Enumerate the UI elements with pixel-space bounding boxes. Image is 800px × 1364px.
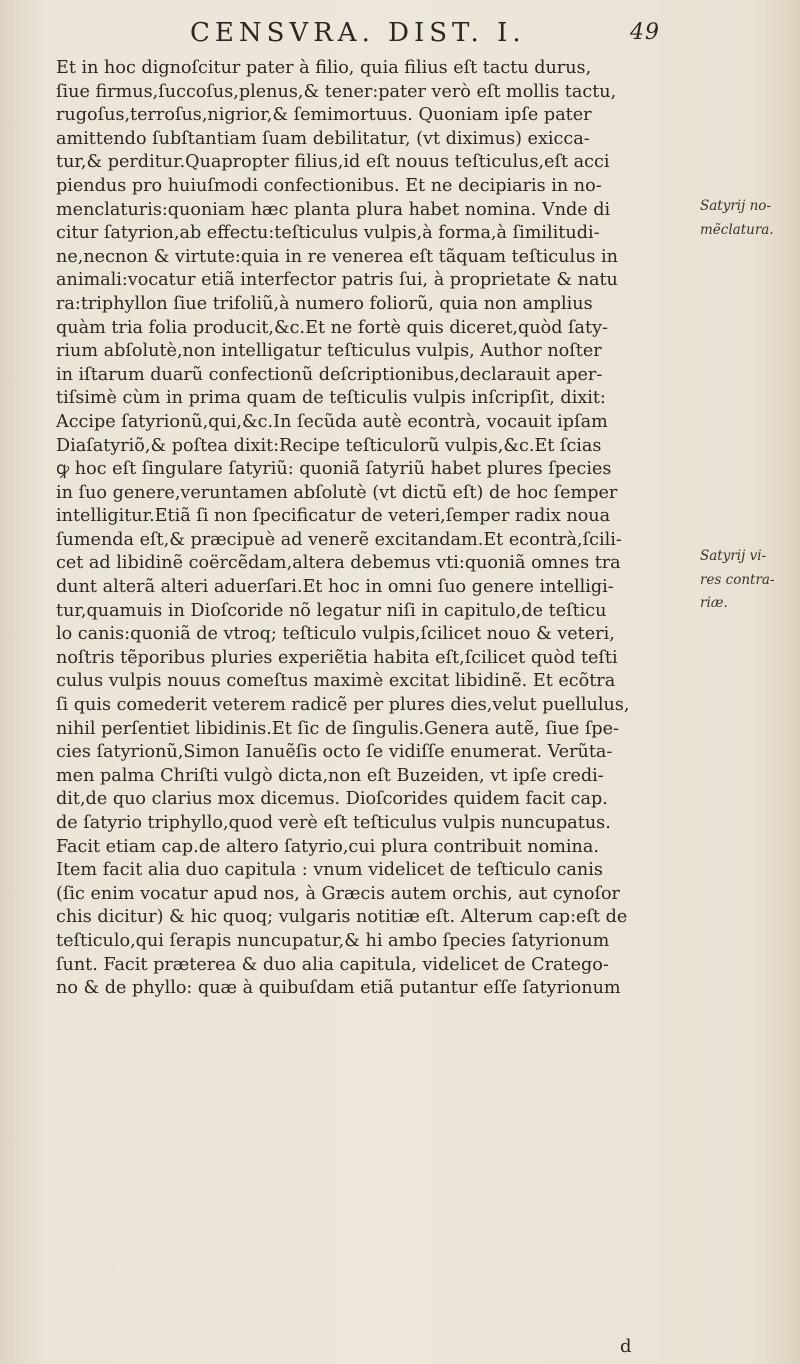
margin-note-line: Satyrij no- — [700, 198, 771, 214]
text-line: intelligitur.Etiã ſi non ſpecificatur de veteri,ſemper radix noua — [56, 506, 611, 527]
text-line: nihil perſentiet libidinis.Et ſic de ſingulis.Genera autẽ, ſiue ſpe- — [56, 718, 619, 739]
text-line: citur ſatyrion,ab effectu:teſticulus vulpis,à forma,à ſimilitudi- — [56, 223, 600, 244]
running-header — [190, 18, 670, 54]
text-line: dunt alterã alteri aduerſari.Et hoc in omni ſuo genere intelligi- — [56, 577, 614, 598]
margin-note-line: Satyrij vi- — [700, 548, 767, 564]
text-line: no & de phyllo: quæ à quibuſdam etiã putantur eſſe ſatyrionum — [56, 978, 621, 999]
text-line: rugoſus,terroſus,nigrior,& ſemimortuus. Quoniam ipſe pater — [56, 105, 592, 126]
text-line: in ſuo genere,veruntamen abſolutè (vt dictũ eſt) de hoc ſemper — [56, 482, 618, 503]
text-line: teſticulo,qui ſerapis nuncupatur,& hi ambo ſpecies ſatyrionum — [56, 930, 610, 951]
text-line: (ſic enim vocatur apud nos, à Græcis autem orchis, aut cynoſor — [56, 883, 620, 904]
margin-note-line: mẽclatura. — [700, 221, 774, 238]
text-line: tur,& perditur.Quapropter filius,id eſt nouus teſticulus,eſt acci — [56, 152, 610, 173]
text-line: de ſatyrio triphyllo,quod verè eſt teſticulus vulpis nuncupatus. — [56, 813, 611, 833]
text-line: tiſsimè cùm in prima quam de teſticulis vulpis inſcripſit, dixit: — [56, 388, 606, 409]
text-line: rium abſolutè,non intelligatur teſticulus vulpis, Author noſter — [56, 341, 602, 362]
text-line: ra:triphyllon ſiue trifoliũ,à numero foliorũ, quia non amplius — [56, 293, 593, 314]
text-line: ꝙ hoc eſt ſingulare ſatyriũ: quoniã ſatyriũ habet plures ſpecies — [56, 459, 612, 480]
text-line: culus vulpis nouus comeſtus maximè excitat libidinẽ. Et ecõtra — [56, 671, 616, 692]
text-line: amittendo ſubſtantiam ſuam debilitatur, (vt diximus) exicca- — [56, 128, 590, 149]
main-text-block — [56, 57, 716, 1001]
text-line: Diaſatyriõ,& poſtea dixit:Recipe teſticulorũ vulpis,&c.Et ſcias — [56, 435, 602, 456]
folio-number: 49 — [630, 20, 660, 45]
text-line: Et in hoc dignoſcitur pater à filio, quia filius eſt tactu durus, — [56, 58, 592, 78]
text-line: tur,quamuis in Dioſcoride nõ legatur niſi in capitulo,de teſticu — [56, 600, 607, 621]
text-line: quàm tria folia producit,&c.Et ne fortè quis diceret,quòd ſaty- — [56, 317, 609, 338]
text-line: cies ſatyrionũ,Simon Ianuẽſis octo ſe vidiſſe enumerat. Verũta- — [56, 742, 613, 763]
text-line: lo canis:quoniã de vtroq; teſticulo vulpis,ſcilicet nouo & veteri, — [56, 624, 615, 645]
margin-note-nomenclature — [700, 195, 800, 242]
margin-note-virtues — [700, 545, 800, 616]
text-line: men palma Chriſti vulgò dicta,non eſt Buzeiden, vt ipſe credi- — [56, 765, 604, 786]
text-line: Item facit alia duo capitula : vnum videlicet de teſticulo canis — [56, 860, 603, 881]
text-line: cet ad libidinẽ coërcẽdam,altera debemus vti:quoniã omnes tra — [56, 553, 621, 574]
text-line: dit,de quo clarius mox dicemus. Dioſcorides quidem facit cap. — [56, 789, 608, 810]
text-line: Facit etiam cap.de altero ſatyrio,cui plura contribuit nomina. — [56, 836, 599, 857]
text-line: ſunt. Facit præterea & duo alia capitula, videlicet de Cratego- — [56, 954, 609, 975]
text-line: ſumenda eſt,& præcipuè ad venerẽ excitandam.Et econtrà,ſcili- — [56, 529, 622, 550]
text-line: in iſtarum duarũ confectionũ deſcriptionibus,declarauit aper- — [56, 364, 603, 385]
text-line: ſiue firmus,ſuccoſus,plenus,& tener:pater verò eſt mollis tactu, — [56, 81, 617, 102]
text-line: menclaturis:quoniam hæc planta plura habet nomina. Vnde di — [56, 199, 611, 220]
margin-note-line: riæ. — [700, 595, 728, 612]
text-line: noſtris tẽporibus pluries experiẽtia habita eſt,ſcilicet quòd teſti — [56, 647, 618, 668]
text-line: chis dicitur) & hic quoq; vulgaris notitiæ eſt. Alterum cap:eſt de — [56, 907, 628, 928]
text-line: ne,necnon & virtute:quia in re venerea eſt tãquam teſticulus in — [56, 246, 619, 267]
text-line: Accipe ſatyrionũ,qui,&c.In ſecũda autè econtrà, vocauit ipſam — [56, 411, 608, 432]
catchword: d — [620, 1336, 632, 1357]
text-line: piendus pro huiuſmodi confectionibus. Et ne decipiaris in no- — [56, 175, 602, 196]
running-title: CENSVRA. DIST. I. — [190, 18, 526, 48]
margin-note-line: res contra- — [700, 571, 775, 588]
text-line: ſi quis comederit veterem radicẽ per plures dies,velut puellulus, — [56, 695, 630, 716]
text-line: animali:vocatur etiã interfector patris ſui, à proprietate & natu — [56, 270, 618, 291]
